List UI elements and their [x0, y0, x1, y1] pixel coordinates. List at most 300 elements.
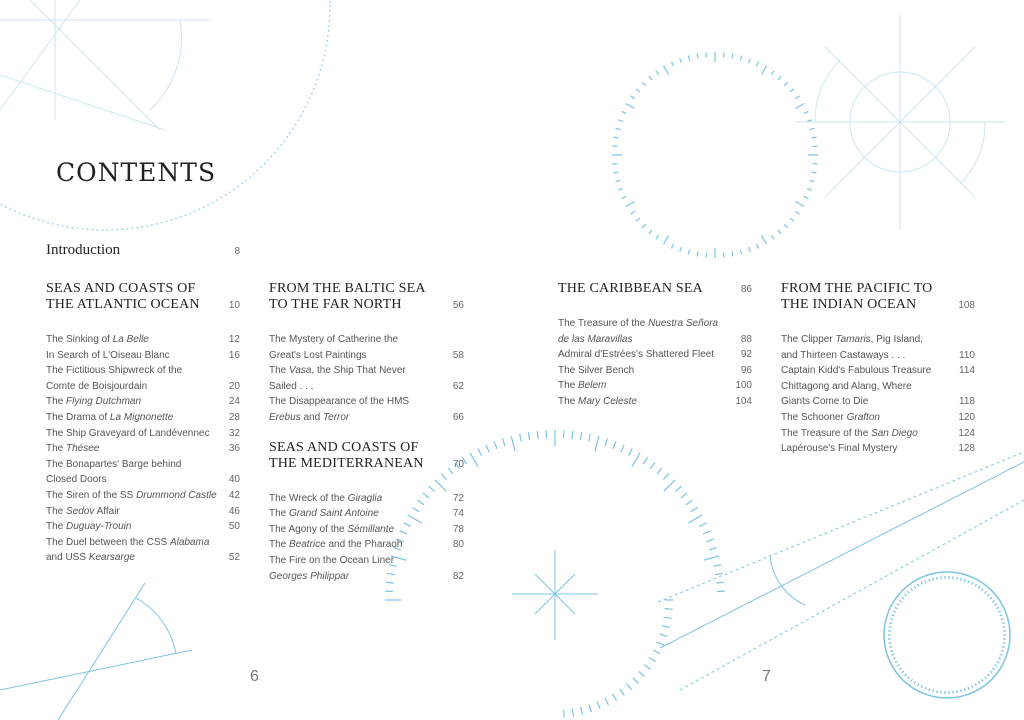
compass-tick [713, 565, 721, 567]
compass-tick [1002, 647, 1005, 648]
compass-tick [937, 577, 938, 580]
heading-line: FROM THE BALTIC SEA [269, 281, 426, 296]
section-heading-text [46, 281, 200, 313]
compass-tick [664, 236, 669, 245]
compass-tick [656, 71, 659, 75]
entry-title [46, 363, 182, 394]
entry-title [781, 363, 931, 379]
toc-entry[interactable] [558, 316, 752, 347]
section-heading-text [558, 281, 703, 297]
entry-text: The Treasure of the [781, 427, 872, 439]
compass-tick [914, 586, 916, 588]
toc-entry[interactable] [46, 410, 240, 426]
toc-entry[interactable] [46, 519, 240, 535]
entry-line [46, 348, 170, 364]
entry-page: 80 [452, 539, 464, 551]
toc-column-3 [558, 281, 752, 424]
compass-tick [899, 668, 901, 670]
compass-tick [807, 120, 812, 122]
compass-tick [918, 683, 920, 686]
compass-tick [470, 453, 478, 467]
compass-tick [597, 702, 600, 709]
compass-tick [964, 688, 965, 691]
entry-page: 66 [452, 411, 464, 423]
compass-tick [796, 202, 805, 207]
entry-text: The [269, 508, 290, 520]
compass-tick [639, 671, 645, 676]
compass-tick [671, 244, 673, 249]
arc [136, 598, 176, 654]
compass-tick [528, 432, 529, 440]
toc-entry[interactable] [781, 363, 975, 379]
entry-text: Mary Celeste [578, 395, 637, 407]
section-page: 86 [740, 284, 752, 295]
entry-text: Chittagong and Alang, Where [781, 380, 912, 392]
toc-column-1 [46, 281, 240, 580]
compass-tick [686, 500, 692, 505]
toc-entry[interactable] [269, 537, 464, 553]
compass-tick [486, 445, 489, 452]
compass-tick [580, 432, 581, 440]
compass-tick [778, 230, 781, 234]
entry-text: The [46, 521, 67, 533]
compass-tick [716, 582, 724, 583]
compass-tick [681, 493, 687, 498]
entry-line [46, 379, 182, 395]
toc-entry[interactable] [46, 363, 240, 394]
entry-text: , the Ship That Never [311, 365, 406, 377]
toc-section [558, 281, 752, 410]
compass-tick [778, 76, 781, 80]
entry-line [781, 379, 912, 395]
compass-tick [902, 671, 904, 673]
entry-text: The Agony of the [269, 523, 348, 535]
toc-entry[interactable] [46, 441, 240, 457]
entry-line [781, 348, 923, 364]
entry-page: 24 [228, 396, 240, 408]
compass-tick [626, 202, 635, 207]
section-heading[interactable] [269, 440, 464, 472]
entry-text: Terror [322, 411, 350, 423]
compass-tick [795, 211, 799, 214]
toc-entry[interactable] [46, 488, 240, 504]
entry-title [558, 316, 718, 347]
entry-text: The Clipper [781, 334, 836, 345]
entry-text: The Disappearance of the HMS [269, 396, 410, 408]
compass-tick [631, 96, 635, 99]
toc-entry[interactable] [558, 363, 752, 379]
entry-title [269, 522, 394, 538]
entry-text: The [46, 396, 67, 408]
entry-text: The Siren of the SS [46, 489, 137, 501]
entry-line [269, 569, 394, 585]
heading-line: SEAS AND COASTS OF [269, 439, 419, 455]
compass-tick [784, 224, 788, 228]
compass-tick [636, 89, 640, 92]
compass-tick [620, 689, 625, 695]
section-heading[interactable] [781, 281, 975, 313]
entry-page: 96 [740, 364, 752, 376]
compass-tick [616, 180, 621, 181]
compass-tick [650, 462, 655, 468]
entry-page: 72 [452, 492, 464, 504]
toc-entry[interactable] [558, 347, 752, 363]
heading-line: SEAS AND COASTS OF [46, 281, 196, 296]
entry-page: 104 [735, 395, 752, 407]
section-page: 10 [228, 300, 240, 311]
entry-text: Thésee [66, 443, 100, 455]
toc-entry[interactable] [269, 363, 464, 394]
compass-tick [961, 689, 962, 692]
compass-tick [890, 650, 893, 651]
entry-page: 58 [452, 349, 464, 361]
compass-tick [494, 441, 497, 448]
toc-entry[interactable] [269, 491, 464, 507]
toc-entry[interactable] [781, 332, 975, 363]
entry-text: , Pig Island, [870, 334, 923, 345]
entry-title [269, 394, 409, 425]
entry-text: Georges Philippar [269, 570, 350, 582]
entry-line [46, 504, 120, 520]
compass-tick [975, 584, 977, 587]
entry-line [46, 394, 141, 410]
compass-tick [929, 579, 930, 582]
compass-tick [925, 580, 926, 583]
entry-text: Drummond Castle [136, 489, 217, 501]
compass-tick [790, 89, 794, 92]
entry-text: The Schooner [781, 411, 847, 423]
compass-tick [893, 658, 896, 659]
toc-entry[interactable] [269, 506, 464, 522]
toc-entry[interactable] [46, 457, 240, 488]
entry-title [46, 426, 209, 442]
entry-text: The Mystery of Catherine the [269, 334, 398, 345]
compass-tick [908, 677, 910, 679]
compass-tick [642, 82, 646, 86]
compass-tick [795, 96, 799, 99]
entry-text: The [269, 539, 290, 551]
compass-tick [706, 539, 713, 542]
compass-tick [756, 244, 758, 249]
arc [150, 20, 181, 110]
compass-tick [892, 654, 895, 655]
compass-tick [732, 54, 733, 59]
toc-entry[interactable] [46, 504, 240, 520]
toc-entry[interactable] [269, 522, 464, 538]
compass-tick [1002, 623, 1005, 624]
entry-line [269, 379, 406, 395]
compass-tick [740, 56, 741, 61]
chart-line [0, 0, 80, 110]
entry-line [46, 441, 99, 457]
heading-line: THE MEDITERRANEAN [269, 455, 424, 471]
toc-entry[interactable] [781, 379, 975, 410]
entry-text: Belem [578, 380, 607, 392]
entry-text: Erebus [269, 411, 301, 423]
entry-line [46, 457, 181, 473]
compass-tick [660, 634, 668, 636]
toc-entry[interactable] [558, 394, 752, 410]
entry-title [46, 457, 181, 488]
chart-line [0, 650, 192, 690]
entry-title [558, 347, 714, 363]
compass-tick [890, 619, 893, 620]
entry-page: 82 [452, 570, 464, 582]
compass-tick [968, 580, 969, 583]
entry-text: Beatrice [289, 539, 326, 551]
section-heading[interactable] [269, 281, 464, 313]
toc-entry[interactable] [46, 348, 240, 364]
compass-tick [975, 683, 977, 686]
compass-tick [618, 189, 623, 191]
entry-text: The Treasure of the [558, 318, 649, 329]
compass-tick [796, 104, 805, 109]
compass-tick [688, 515, 702, 523]
compass-tick [581, 707, 583, 715]
compass-tick [732, 252, 733, 257]
entry-text: The [269, 365, 290, 377]
entry-text: Admiral d'Estrées's Shattered Fleet [558, 349, 715, 361]
entry-page: 40 [228, 474, 240, 486]
entry-line [558, 378, 606, 394]
entry-line [269, 394, 409, 410]
arc [770, 555, 805, 605]
compass-tick [933, 689, 934, 692]
entry-line [46, 410, 173, 426]
compass-tick [957, 577, 958, 580]
entry-page: 120 [958, 411, 975, 423]
chart-line [0, 75, 165, 130]
entry-text: Sailed . . . [269, 380, 314, 392]
entry-text: The Fictitious Shipwreck of the [46, 365, 183, 377]
entry-title [46, 410, 173, 426]
entry-page: 118 [959, 396, 975, 408]
entry-page: 36 [228, 443, 240, 455]
course-line [660, 462, 1024, 648]
compass-tick [978, 586, 980, 588]
entry-page: 88 [740, 333, 752, 345]
compass-tick [771, 71, 774, 75]
entry-line [46, 363, 182, 379]
entry-line [781, 332, 923, 348]
compass-tick [612, 694, 616, 701]
toc-entry[interactable] [269, 332, 464, 363]
page-number-left: 6 [250, 668, 259, 685]
compass-tick [688, 250, 689, 255]
entry-text: de las Maravillas [558, 333, 633, 345]
compass-tick [807, 189, 812, 191]
entry-page: 32 [228, 427, 240, 439]
compass-tick [691, 507, 698, 511]
compass-tick [715, 573, 723, 574]
entry-title [46, 488, 217, 504]
compass-tick [937, 690, 938, 693]
entry-page: 12 [228, 334, 240, 345]
entry-line [269, 491, 382, 507]
section-heading-text [269, 440, 424, 472]
entry-line [269, 332, 398, 348]
entry-text: Giraglia [347, 492, 383, 504]
compass-tick [613, 441, 616, 448]
heading-line: THE CARIBBEAN SEA [558, 281, 703, 296]
compass-tick [933, 578, 934, 581]
entry-title [46, 504, 120, 520]
compass-tick [992, 600, 994, 602]
compass-tick [697, 54, 698, 59]
toc-entry[interactable] [46, 535, 240, 566]
entry-text: Comte de Boisjourdain [46, 380, 148, 392]
entry-text: The [46, 443, 67, 455]
entry-title [269, 537, 402, 553]
compass-tick [589, 434, 591, 442]
entry-text: San Diego [871, 427, 918, 439]
compass-tick [1000, 615, 1003, 616]
compass-tick [537, 431, 538, 439]
section-heading-text [781, 281, 933, 313]
entry-text: Giants Come to Die [781, 396, 869, 408]
entry-line [269, 506, 379, 522]
compass-tick [918, 584, 920, 587]
entry-text: Tamaris [835, 334, 871, 345]
entry-title [46, 535, 209, 566]
entry-title [558, 378, 606, 394]
entry-line [46, 472, 181, 488]
entry-text: The [46, 505, 67, 517]
entry-line [781, 394, 912, 410]
compass-tick [697, 252, 698, 257]
entry-text: and [300, 411, 323, 423]
section-heading[interactable] [558, 281, 752, 297]
toc-entry[interactable] [46, 332, 240, 348]
toc-entry[interactable] [46, 394, 240, 410]
entry-text: Lapérouse's Final Mystery [781, 443, 898, 455]
entry-page: 20 [228, 380, 240, 392]
compass-tick [810, 180, 815, 181]
compass-tick [998, 658, 1001, 659]
compass-tick [892, 615, 895, 616]
compass-tick [812, 137, 817, 138]
compass-tick [511, 436, 515, 451]
entry-page: 28 [228, 411, 240, 423]
compass-tick [893, 611, 896, 612]
toc-entry[interactable] [781, 410, 975, 426]
entry-text: Sedov [66, 505, 95, 517]
entry-text: Sémillante [347, 523, 395, 535]
compass-tick [996, 661, 999, 662]
toc-section [781, 281, 975, 457]
toc-entry[interactable] [269, 553, 464, 584]
entry-text: Closed Doors [46, 474, 107, 486]
toc-entry[interactable] [781, 441, 975, 457]
compass-tick [653, 650, 660, 654]
compass-tick [981, 589, 983, 591]
entry-page: 46 [228, 505, 240, 517]
section-heading[interactable] [46, 281, 240, 313]
entry-page: 92 [740, 349, 752, 361]
entry-title [46, 394, 141, 410]
compass-tick [810, 128, 815, 129]
toc-section [269, 281, 464, 426]
compass-tick [911, 589, 913, 591]
entry-title [269, 491, 382, 507]
compass-tick [987, 594, 989, 596]
section-heading-text [269, 281, 426, 313]
compass-tick [605, 438, 607, 446]
toc-introduction[interactable] [46, 241, 240, 259]
compass-tick [804, 111, 809, 113]
compass-tick [664, 617, 672, 618]
compass-tick [981, 679, 983, 681]
entry-line [269, 553, 394, 569]
compass-tick [671, 62, 673, 67]
entry-page: 50 [228, 521, 240, 533]
entry-text: Alabama [169, 536, 210, 548]
entry-line [269, 410, 409, 426]
entry-line [46, 535, 209, 551]
compass-tick [618, 120, 623, 122]
entry-line [46, 332, 149, 348]
entry-title [46, 519, 131, 535]
entry-text: Captain Kidd's Fabulous Treasure [781, 365, 932, 377]
compass-tick [756, 62, 758, 67]
compass-tick [649, 657, 656, 661]
compass-tick [680, 247, 682, 252]
entry-page: 52 [228, 552, 240, 564]
compass-tick [994, 604, 997, 606]
entry-text: The Sinking of [46, 334, 113, 345]
compass-tick [704, 556, 719, 560]
heading-line: THE INDIAN OCEAN [781, 297, 917, 312]
entry-title [269, 363, 406, 394]
compass-tick [699, 523, 706, 527]
toc-entry[interactable] [269, 394, 464, 425]
compass-tick [961, 578, 962, 581]
toc-entry[interactable] [781, 426, 975, 442]
toc-entry[interactable] [46, 426, 240, 442]
entry-text: The Duel between the CSS [46, 536, 170, 548]
compass-tick [478, 449, 482, 456]
compass-tick [990, 671, 992, 673]
compass-tick [626, 684, 631, 690]
compass-tick [595, 436, 599, 451]
compass-tick [614, 137, 619, 138]
compass-tick [564, 710, 565, 718]
compass-tick [663, 474, 668, 480]
arc [815, 60, 840, 122]
compass-tick [895, 607, 898, 608]
entry-title [781, 426, 918, 442]
entry-text: Grafton [846, 411, 880, 423]
compass-tick [972, 582, 973, 585]
entry-page: 62 [452, 380, 464, 392]
compass-tick [632, 453, 640, 467]
chart-line [58, 583, 145, 720]
compass-tick [911, 679, 913, 681]
compass-tick [921, 582, 922, 585]
compass-tick [657, 642, 664, 645]
course-line-dashed [658, 452, 1024, 602]
toc-entry[interactable] [558, 378, 752, 394]
entry-text: Great's Lost Paintings [269, 349, 367, 361]
entry-line [781, 426, 918, 442]
entry-line [781, 441, 897, 457]
dotted-arc [0, 0, 330, 230]
entry-title [46, 348, 170, 364]
entry-text: The Fire on the Ocean Liner [269, 554, 395, 566]
compass-tick [502, 438, 504, 446]
heading-line: THE ATLANTIC OCEAN [46, 297, 200, 312]
compass-tick [978, 681, 980, 683]
